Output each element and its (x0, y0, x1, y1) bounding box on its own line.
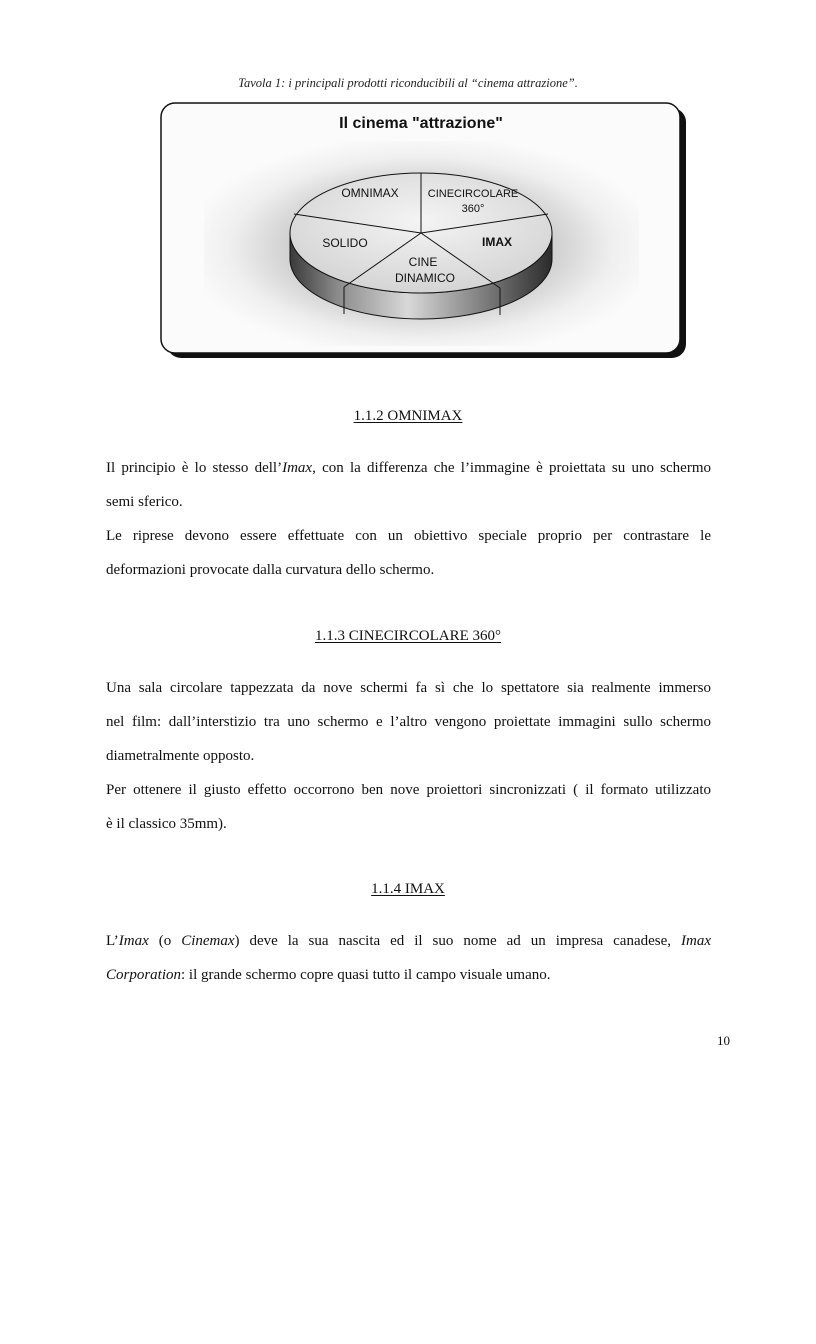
section-heading-cinecircolare: 1.1.3 CINECIRCOLARE 360° (315, 628, 501, 644)
text-line: L’Imax (o Cinemax) deve la sua nascita ed il suo nome ad un impresa canadese, Imax (106, 933, 711, 949)
text-line: Una sala circolare tappezzata da nove schermi fa sì che lo spettatore sia realmente immerso (106, 680, 711, 696)
text-line: diametralmente opposto. (106, 748, 255, 764)
slice-label-cinecircolare-degrees: 360° (461, 203, 485, 215)
text-line: deformazioni provocate dalla curvatura dello schermo. (106, 562, 435, 578)
pie-chart-figure (159, 101, 689, 363)
text-line: semi sferico. (106, 494, 183, 510)
text-line: è il classico 35mm). (106, 816, 227, 832)
text-line: Corporation: il grande schermo copre quasi tutto il campo visuale umano. (106, 967, 551, 983)
slice-label-cinecircolare: CINECIRCOLARE (427, 188, 519, 200)
imax-paragraph-1 (106, 924, 711, 992)
slice-label-dinamico: DINAMICO (395, 271, 455, 285)
section-heading-omnimax: 1.1.2 OMNIMAX (353, 408, 463, 424)
text-line: Le riprese devono essere effettuate con un obiettivo speciale proprio per contrastare le (106, 528, 711, 544)
figure-title: Il cinema "attrazione" (339, 115, 503, 132)
cinecircolare-paragraph-1 (106, 671, 711, 773)
omnimax-paragraph-2 (106, 519, 711, 587)
omnimax-paragraph-1 (106, 451, 711, 519)
section-heading-imax: 1.1.4 IMAX (371, 881, 445, 897)
cinecircolare-paragraph-2 (106, 773, 711, 841)
slice-label-solido: SOLIDO (322, 236, 368, 250)
figure-caption: Tavola 1: i principali prodotti riconducibili al “cinema attrazione”. (238, 76, 578, 90)
page-number: 10 (717, 1033, 730, 1048)
slice-label-cine: CINE (408, 255, 438, 269)
slice-label-imax: IMAX (482, 235, 512, 249)
text-line: Per ottenere il giusto effetto occorrono ben nove proiettori sincronizzati ( il formato utilizzato (106, 782, 711, 798)
slice-label-omnimax: OMNIMAX (341, 186, 399, 200)
text-line: Il principio è lo stesso dell’Imax, con la differenza che l’immagine è proiettata su uno schermo (106, 460, 711, 476)
text-line: nel film: dall’interstizio tra uno schermo e l’altro vengono proiettate immagini sullo schermo (106, 714, 711, 730)
pie-chart-graphic (159, 101, 689, 363)
